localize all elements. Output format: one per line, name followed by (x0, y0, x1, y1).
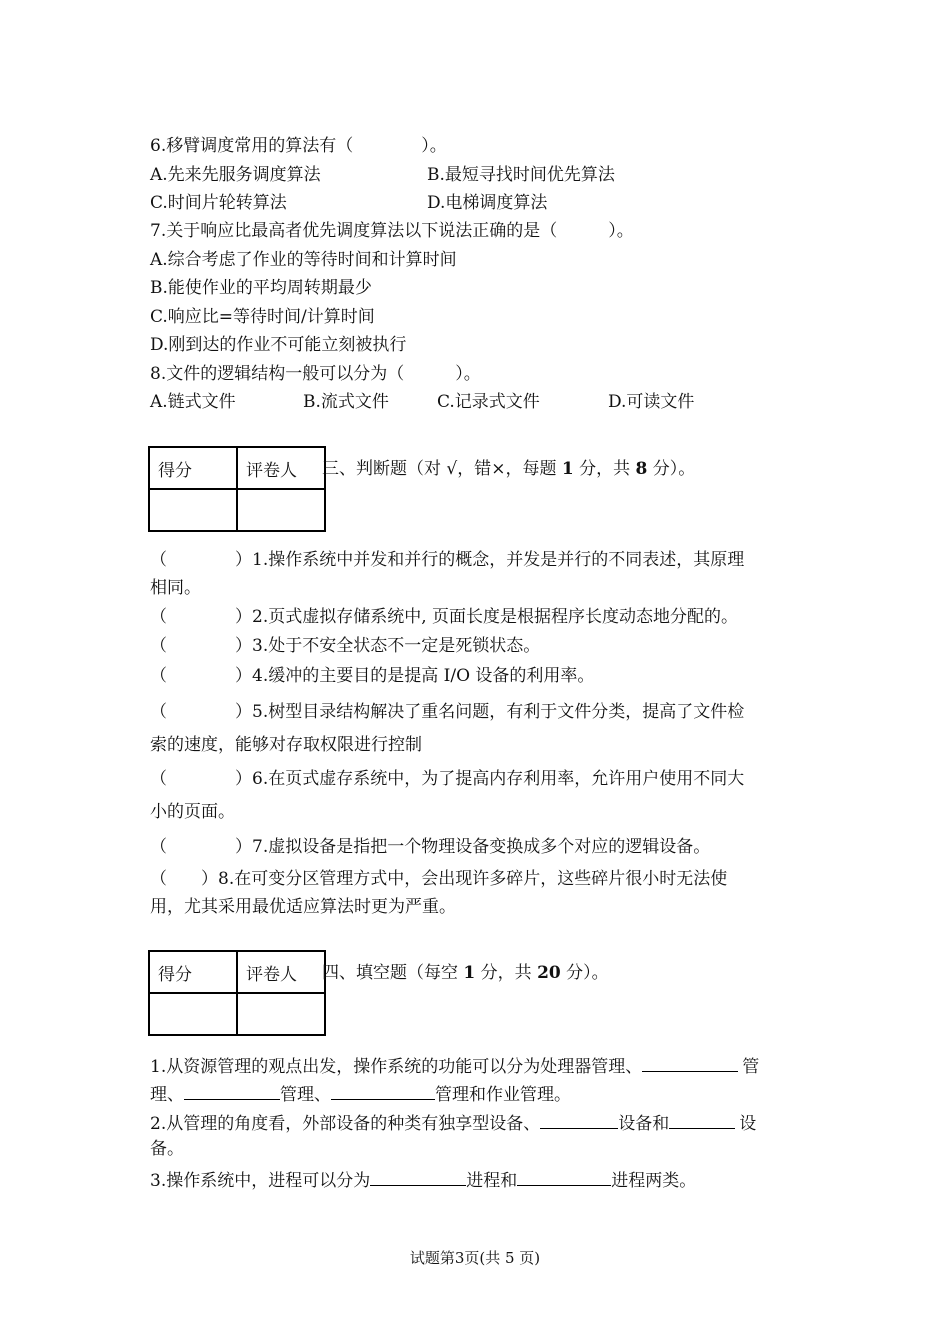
fill-item-2-cont: 备。 (150, 1139, 184, 1159)
fill-item-3: 3.操作系统中，进程可以分为 进程和 进程两类。 (150, 1167, 696, 1192)
question-8-stem: 8.文件的逻辑结构一般可以分为（ ）。 (150, 364, 481, 384)
question-8-option-c: C.记录式文件 (437, 392, 540, 412)
section-3-title: 三、判断题（对 √，错×，每题 1 分，共 8 分）。 (322, 459, 696, 479)
judge-item-6-cont: 小的页面。 (150, 802, 235, 822)
judge-item-1-cont: 相同。 (150, 578, 201, 598)
score-header: 得分 (149, 951, 237, 993)
answer-blank[interactable] (517, 1167, 611, 1186)
question-6-stem: 6.移臂调度常用的算法有（ ）。 (150, 136, 447, 156)
judge-item-8: （ ）8.在可变分区管理方式中，会出现许多碎片，这些碎片很小时无法使 (150, 869, 728, 889)
score-cell[interactable] (149, 489, 237, 531)
answer-blank[interactable] (669, 1110, 735, 1129)
grader-cell[interactable] (237, 489, 325, 531)
fill-item-1-cont: 理、 管理、 管理和作业管理。 (150, 1081, 571, 1106)
question-6-option-b: B.最短寻找时间优先算法 (427, 165, 615, 185)
question-6-option-c: C.时间片轮转算法 (150, 193, 287, 213)
question-7-option-a: A.综合考虑了作业的等待时间和计算时间 (150, 250, 457, 270)
score-table-section-4 (148, 950, 326, 1036)
question-8-option-d: D.可读文件 (608, 392, 695, 412)
score-cell[interactable] (149, 993, 237, 1035)
question-7-stem: 7.关于响应比最高者优先调度算法以下说法正确的是（ ）。 (150, 221, 634, 241)
grader-header: 评卷人 (237, 951, 325, 993)
answer-blank[interactable] (331, 1081, 435, 1100)
answer-blank[interactable] (540, 1110, 618, 1129)
fill-item-2: 2.从管理的角度看，外部设备的种类有独享型设备、 设备和 设 (150, 1110, 756, 1135)
judge-item-7: （ ）7.虚拟设备是指把一个物理设备变换成多个对应的逻辑设备。 (150, 837, 711, 857)
answer-blank[interactable] (642, 1053, 738, 1072)
question-6-option-a: A.先来先服务调度算法 (150, 165, 321, 185)
question-7-option-d: D.刚到达的作业不可能立刻被执行 (150, 335, 407, 355)
fill-item-1: 1.从资源管理的观点出发，操作系统的功能可以分为处理器管理、 管 (150, 1053, 759, 1078)
grader-header: 评卷人 (237, 447, 325, 489)
judge-item-3: （ ）3.处于不安全状态不一定是死锁状态。 (150, 636, 541, 656)
score-table-section-3 (148, 446, 326, 532)
question-8-option-b: B.流式文件 (303, 392, 389, 412)
judge-item-5-cont: 索的速度，能够对存取权限进行控制 (150, 735, 422, 755)
page-footer: 试题第3页(共 5 页) (409, 1249, 541, 1267)
answer-blank[interactable] (370, 1167, 466, 1186)
judge-item-5: （ ）5.树型目录结构解决了重名问题，有利于文件分类，提高了文件检 (150, 702, 745, 722)
judge-item-6: （ ）6.在页式虚存系统中，为了提高内存利用率，允许用户使用不同大 (150, 769, 745, 789)
section-4-title: 四、填空题（每空 1 分，共 20 分）。 (322, 963, 609, 983)
score-header: 得分 (149, 447, 237, 489)
question-8-option-a: A.链式文件 (150, 392, 236, 412)
question-6-option-d: D.电梯调度算法 (427, 193, 548, 213)
judge-item-2: （ ）2.页式虚拟存储系统中, 页面长度是根据程序长度动态地分配的。 (150, 607, 739, 627)
judge-item-1: （ ）1.操作系统中并发和并行的概念，并发是并行的不同表述，其原理 (150, 550, 745, 570)
question-7-option-b: B.能使作业的平均周转期最少 (150, 278, 372, 298)
grader-cell[interactable] (237, 993, 325, 1035)
judge-item-8-cont: 用，尤其采用最优适应算法时更为严重。 (150, 897, 456, 917)
question-7-option-c: C.响应比=等待时间/计算时间 (150, 307, 375, 327)
answer-blank[interactable] (184, 1081, 280, 1100)
judge-item-4: （ ）4.缓冲的主要目的是提高 I/O 设备的利用率。 (150, 666, 595, 686)
